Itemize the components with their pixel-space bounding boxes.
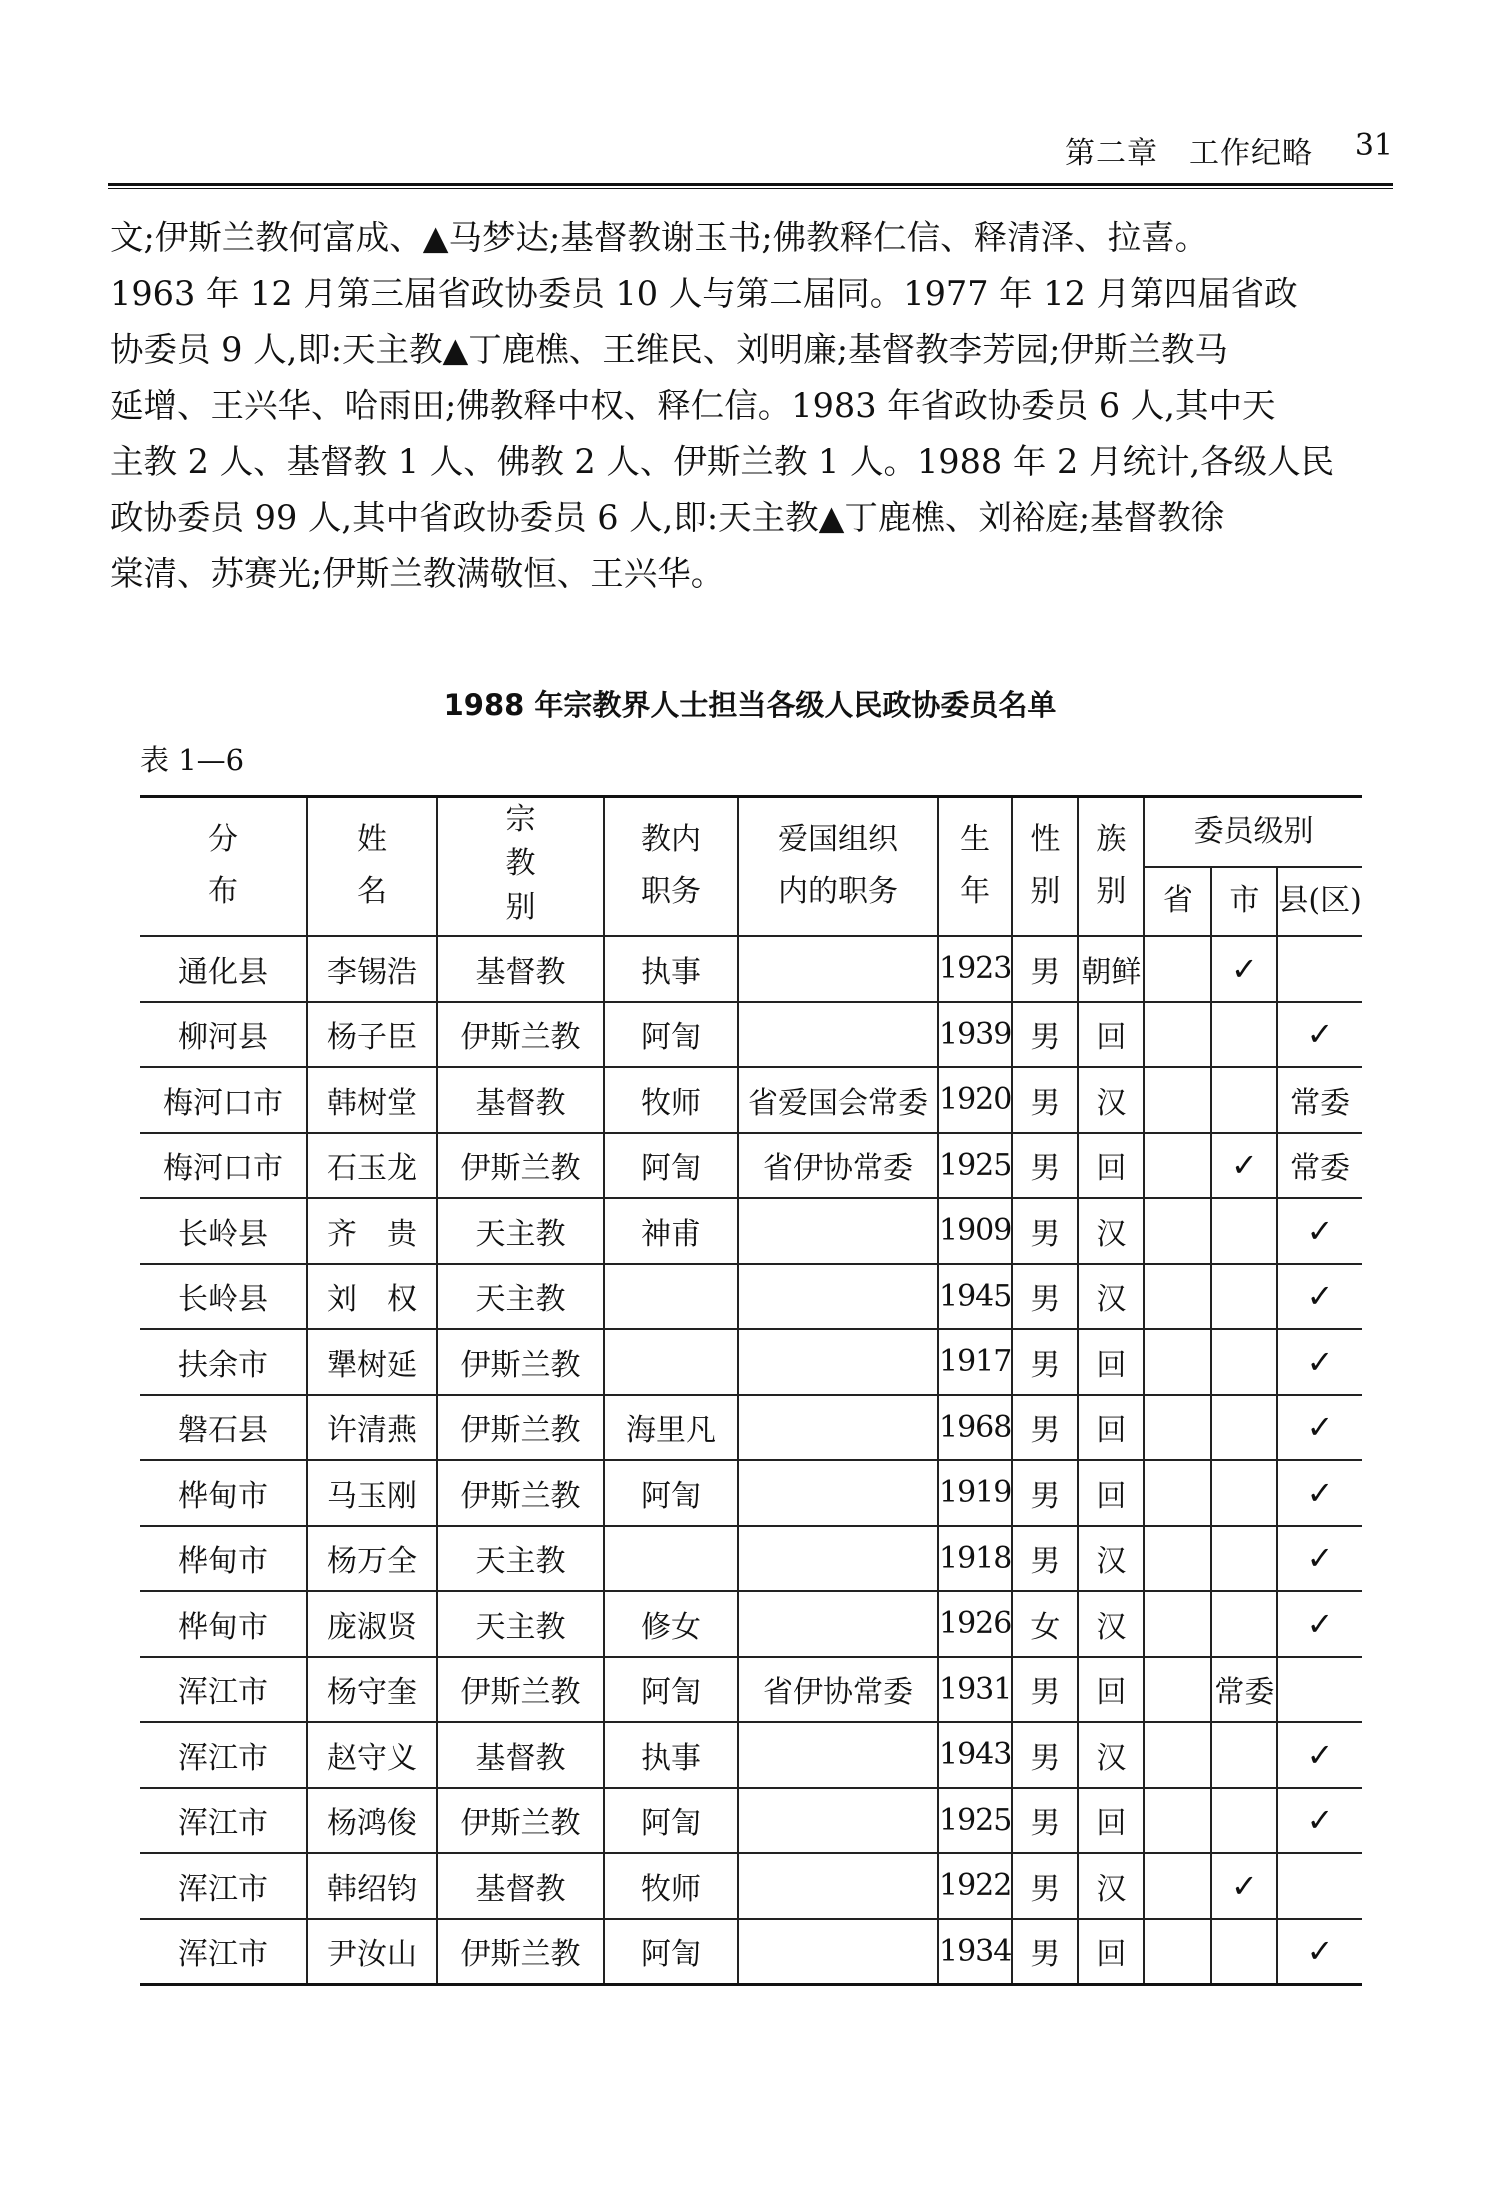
cell-religion: 伊斯兰教 (437, 1329, 604, 1395)
cell-gender: 男 (1012, 1853, 1078, 1919)
cell-district: 长岭县 (140, 1198, 307, 1264)
cell-birth-year: 1943 (938, 1722, 1012, 1788)
body-line: 文;伊斯兰教何富成、▲马梦达;基督教谢玉书;佛教释仁信、释清泽、拉喜。 (110, 218, 1209, 257)
body-line: 1963 年 12 月第三届省政协委员 10 人与第二届同。1977 年 12 月第四届省政 (110, 274, 1298, 313)
cell-gender: 男 (1012, 1722, 1078, 1788)
cell-patriotic-post (738, 1722, 938, 1788)
table-row (140, 1395, 1362, 1461)
header-birth-year-line: 生 (960, 822, 991, 857)
cell-church-post: 牧师 (604, 1067, 738, 1133)
cell-ethnicity: 回 (1078, 1657, 1144, 1723)
cell-patriotic-post (738, 1002, 938, 1068)
cell-patriotic-post: 省伊协常委 (738, 1133, 938, 1199)
cell-church-post: 阿訇 (604, 1002, 738, 1068)
cell-level-county-check-icon: ✓ (1277, 1264, 1361, 1330)
cell-birth-year: 1945 (938, 1264, 1012, 1330)
cell-religion: 天主教 (437, 1591, 604, 1657)
cell-patriotic-post (738, 1460, 938, 1526)
body-paragraph (110, 210, 1392, 602)
cell-level-province (1144, 1133, 1211, 1199)
header-ethnicity-line: 别 (1096, 874, 1127, 909)
header-committee-level: 委员级别 (1144, 797, 1361, 867)
header-patriotic-post-line: 爱国组织 (778, 822, 898, 857)
cell-level-province (1144, 936, 1211, 1002)
cell-gender: 男 (1012, 1133, 1078, 1199)
cell-level-county-check-icon: ✓ (1277, 1788, 1361, 1854)
cell-district: 柳河县 (140, 1002, 307, 1068)
cell-patriotic-post (738, 936, 938, 1002)
cell-level-county-check-icon: ✓ (1277, 1722, 1361, 1788)
cell-level-province (1144, 1198, 1211, 1264)
cell-level-city-check-icon: ✓ (1211, 1133, 1277, 1199)
cell-church-post: 执事 (604, 1722, 738, 1788)
table-row (140, 1329, 1362, 1395)
cell-district: 浑江市 (140, 1919, 307, 1985)
cell-church-post: 神甫 (604, 1198, 738, 1264)
table-row (140, 1853, 1362, 1919)
cell-level-province (1144, 1853, 1211, 1919)
cell-level-city-check-icon: ✓ (1211, 936, 1277, 1002)
cell-religion: 基督教 (437, 1853, 604, 1919)
cell-church-post (604, 1526, 738, 1592)
cell-level-county-check-icon: ✓ (1277, 1460, 1361, 1526)
cell-religion: 伊斯兰教 (437, 1395, 604, 1461)
cell-church-post: 海里凡 (604, 1395, 738, 1461)
cell-ethnicity: 回 (1078, 1002, 1144, 1068)
header-name-line: 姓 (357, 822, 387, 857)
cell-ethnicity: 回 (1078, 1460, 1144, 1526)
cell-level-county: 常委 (1277, 1067, 1361, 1133)
running-head (108, 128, 1393, 190)
cell-district: 桦甸市 (140, 1526, 307, 1592)
cell-level-county: 常委 (1277, 1133, 1361, 1199)
header-birth-year (938, 797, 1012, 937)
table-row (140, 1657, 1362, 1723)
cell-gender: 男 (1012, 1919, 1078, 1985)
cell-church-post: 阿訇 (604, 1460, 738, 1526)
cell-district: 桦甸市 (140, 1591, 307, 1657)
cell-religion: 伊斯兰教 (437, 1002, 604, 1068)
cell-level-province (1144, 1788, 1211, 1854)
cell-level-province (1144, 1264, 1211, 1330)
body-line: 主教 2 人、基督教 1 人、佛教 2 人、伊斯兰教 1 人。1988 年 2 月统计,各级人民 (110, 442, 1335, 481)
table-row (140, 1460, 1362, 1526)
header-rule-thick (108, 183, 1393, 186)
cell-birth-year: 1923 (938, 936, 1012, 1002)
cell-patriotic-post (738, 1395, 938, 1461)
cell-ethnicity: 回 (1078, 1788, 1144, 1854)
cell-gender: 女 (1012, 1591, 1078, 1657)
header-religion (437, 797, 604, 937)
header-district-line: 分 (208, 822, 238, 857)
table-row (140, 1002, 1362, 1068)
page-number: 31 (1354, 128, 1393, 163)
cell-district: 扶余市 (140, 1329, 307, 1395)
cell-gender: 男 (1012, 936, 1078, 1002)
table-row (140, 1591, 1362, 1657)
cell-name: 杨守奎 (307, 1657, 437, 1723)
header-gender (1012, 797, 1078, 937)
cell-birth-year: 1925 (938, 1133, 1012, 1199)
cell-name: 齐 贵 (307, 1198, 437, 1264)
table-title: 1988 年宗教界人士担当各级人民政协委员名单 (443, 688, 1057, 722)
running-head-title (1065, 128, 1313, 172)
table-row (140, 1919, 1362, 1985)
cell-district: 浑江市 (140, 1788, 307, 1854)
cell-birth-year: 1909 (938, 1198, 1012, 1264)
cell-birth-year: 1968 (938, 1395, 1012, 1461)
cell-gender: 男 (1012, 1395, 1078, 1461)
cell-district: 浑江市 (140, 1657, 307, 1723)
cell-ethnicity: 回 (1078, 1919, 1144, 1985)
header-church-post (604, 797, 738, 937)
cell-level-city (1211, 1264, 1277, 1330)
cell-gender: 男 (1012, 1067, 1078, 1133)
cell-level-county-check-icon: ✓ (1277, 1002, 1361, 1068)
cell-level-province (1144, 1460, 1211, 1526)
table-row (140, 1264, 1362, 1330)
cell-religion: 基督教 (437, 1722, 604, 1788)
cell-ethnicity: 汉 (1078, 1198, 1144, 1264)
cell-birth-year: 1920 (938, 1067, 1012, 1133)
cell-patriotic-post: 省伊协常委 (738, 1657, 938, 1723)
cell-church-post: 牧师 (604, 1853, 738, 1919)
cell-gender: 男 (1012, 1526, 1078, 1592)
table-row (140, 1198, 1362, 1264)
cell-religion: 伊斯兰教 (437, 1788, 604, 1854)
cell-level-province (1144, 1919, 1211, 1985)
header-church-post-line: 教内 (641, 822, 701, 857)
section-label: 工作纪略 (1189, 136, 1313, 171)
cell-level-county-check-icon: ✓ (1277, 1526, 1361, 1592)
cell-gender: 男 (1012, 1264, 1078, 1330)
cell-name: 尹汝山 (307, 1919, 437, 1985)
cell-level-city (1211, 1002, 1277, 1068)
cell-level-city (1211, 1722, 1277, 1788)
cell-name: 石玉龙 (307, 1133, 437, 1199)
cell-birth-year: 1926 (938, 1591, 1012, 1657)
roster-body (140, 936, 1362, 1985)
body-line: 棠清、苏赛光;伊斯兰教满敬恒、王兴华。 (110, 554, 725, 593)
cell-name: 杨万全 (307, 1526, 437, 1592)
header-level-city: 市 (1211, 867, 1277, 936)
header-level-province: 省 (1144, 867, 1211, 936)
cell-patriotic-post (738, 1591, 938, 1657)
cell-religion: 天主教 (437, 1526, 604, 1592)
header-gender-line: 别 (1030, 874, 1061, 909)
cell-church-post: 阿訇 (604, 1133, 738, 1199)
cell-name: 杨鸿俊 (307, 1788, 437, 1854)
cell-ethnicity: 回 (1078, 1133, 1144, 1199)
cell-religion: 基督教 (437, 1067, 604, 1133)
cell-level-province (1144, 1722, 1211, 1788)
cell-name: 刘 权 (307, 1264, 437, 1330)
cell-birth-year: 1919 (938, 1460, 1012, 1526)
cell-ethnicity: 汉 (1078, 1722, 1144, 1788)
header-district-line: 布 (208, 874, 238, 909)
header-level-county: 县(区) (1277, 867, 1361, 936)
cell-level-city (1211, 1460, 1277, 1526)
cell-level-province (1144, 1526, 1211, 1592)
cell-level-city (1211, 1198, 1277, 1264)
cell-religion: 基督教 (437, 936, 604, 1002)
cell-birth-year: 1934 (938, 1919, 1012, 1985)
cell-church-post: 执事 (604, 936, 738, 1002)
cell-level-county (1277, 1657, 1361, 1723)
cell-church-post: 阿訇 (604, 1919, 738, 1985)
header-patriotic-post-line: 内的职务 (778, 874, 898, 909)
cell-district: 浑江市 (140, 1722, 307, 1788)
cell-ethnicity: 回 (1078, 1329, 1144, 1395)
header-rule-thin (108, 188, 1393, 189)
cell-level-county-check-icon: ✓ (1277, 1919, 1361, 1985)
cell-district: 梅河口市 (140, 1133, 307, 1199)
cell-name: 许清燕 (307, 1395, 437, 1461)
cell-religion: 天主教 (437, 1264, 604, 1330)
body-line: 延增、王兴华、哈雨田;佛教释中权、释仁信。1983 年省政协委员 6 人,其中天 (110, 386, 1276, 425)
table-row (140, 1722, 1362, 1788)
cell-name: 杨子臣 (307, 1002, 437, 1068)
cell-church-post (604, 1329, 738, 1395)
cell-level-county (1277, 936, 1361, 1002)
cell-name: 庞淑贤 (307, 1591, 437, 1657)
body-line: 协委员 9 人,即:天主教▲丁鹿樵、王维民、刘明廉;基督教李芳园;伊斯兰教马 (110, 330, 1228, 369)
cell-district: 磐石县 (140, 1395, 307, 1461)
cell-gender: 男 (1012, 1002, 1078, 1068)
cell-patriotic-post (738, 1853, 938, 1919)
table-label: 表 1—6 (140, 743, 245, 777)
cell-district: 通化县 (140, 936, 307, 1002)
table-row (140, 1133, 1362, 1199)
cell-name: 赵守义 (307, 1722, 437, 1788)
cell-patriotic-post (738, 1919, 938, 1985)
cell-ethnicity: 汉 (1078, 1591, 1144, 1657)
chapter-label: 第二章 (1065, 136, 1158, 171)
cell-district: 梅河口市 (140, 1067, 307, 1133)
cell-birth-year: 1925 (938, 1788, 1012, 1854)
cell-gender: 男 (1012, 1460, 1078, 1526)
cell-gender: 男 (1012, 1657, 1078, 1723)
body-line: 政协委员 99 人,其中省政协委员 6 人,即:天主教▲丁鹿樵、刘裕庭;基督教徐 (110, 498, 1225, 537)
cell-district: 长岭县 (140, 1264, 307, 1330)
table-row (140, 1788, 1362, 1854)
header-religion-line: 别 (505, 890, 536, 925)
table-row (140, 1067, 1362, 1133)
header-name (307, 797, 437, 937)
cell-ethnicity: 汉 (1078, 1264, 1144, 1330)
cell-name: 韩绍钧 (307, 1853, 437, 1919)
cell-religion: 伊斯兰教 (437, 1133, 604, 1199)
header-religion-line: 宗 (505, 802, 536, 837)
cell-name: 韩树堂 (307, 1067, 437, 1133)
cell-name: 李锡浩 (307, 936, 437, 1002)
cell-level-city (1211, 1329, 1277, 1395)
header-name-line: 名 (357, 874, 387, 909)
cell-level-city (1211, 1591, 1277, 1657)
header-church-post-line: 职务 (641, 874, 701, 909)
table-row (140, 1526, 1362, 1592)
cell-level-province (1144, 1591, 1211, 1657)
cell-level-city-check-icon: ✓ (1211, 1853, 1277, 1919)
header-religion-line: 教 (505, 846, 536, 881)
cell-religion: 伊斯兰教 (437, 1460, 604, 1526)
cell-ethnicity: 汉 (1078, 1067, 1144, 1133)
cell-level-county (1277, 1853, 1361, 1919)
cell-patriotic-post (738, 1526, 938, 1592)
cell-gender: 男 (1012, 1198, 1078, 1264)
cell-religion: 伊斯兰教 (437, 1919, 604, 1985)
cell-patriotic-post (738, 1198, 938, 1264)
cell-church-post: 阿訇 (604, 1788, 738, 1854)
cell-level-county-check-icon: ✓ (1277, 1198, 1361, 1264)
cell-birth-year: 1922 (938, 1853, 1012, 1919)
cell-birth-year: 1917 (938, 1329, 1012, 1395)
cell-birth-year: 1931 (938, 1657, 1012, 1723)
cell-gender: 男 (1012, 1329, 1078, 1395)
cell-birth-year: 1939 (938, 1002, 1012, 1068)
cell-level-county-check-icon: ✓ (1277, 1329, 1361, 1395)
cell-level-province (1144, 1657, 1211, 1723)
cell-patriotic-post (738, 1329, 938, 1395)
header-birth-year-line: 年 (960, 874, 991, 909)
cell-ethnicity: 汉 (1078, 1526, 1144, 1592)
cell-patriotic-post (738, 1264, 938, 1330)
cell-level-province (1144, 1067, 1211, 1133)
cell-church-post: 阿訇 (604, 1657, 738, 1723)
header-ethnicity (1078, 797, 1144, 937)
cell-level-city (1211, 1526, 1277, 1592)
cell-ethnicity: 回 (1078, 1395, 1144, 1461)
cell-district: 浑江市 (140, 1853, 307, 1919)
header-patriotic-post (738, 797, 938, 937)
cell-level-province (1144, 1329, 1211, 1395)
header-ethnicity-line: 族 (1096, 822, 1127, 857)
cell-level-city (1211, 1788, 1277, 1854)
header-district (140, 797, 307, 937)
cell-patriotic-post (738, 1788, 938, 1854)
cell-gender: 男 (1012, 1788, 1078, 1854)
cell-religion: 伊斯兰教 (437, 1657, 604, 1723)
cell-district: 桦甸市 (140, 1460, 307, 1526)
cell-name: 马玉刚 (307, 1460, 437, 1526)
cell-church-post (604, 1264, 738, 1330)
cell-patriotic-post: 省爱国会常委 (738, 1067, 938, 1133)
table-row (140, 936, 1362, 1002)
committee-roster-table (140, 795, 1362, 1986)
cell-level-province (1144, 1395, 1211, 1461)
cell-level-city (1211, 1067, 1277, 1133)
cell-religion: 天主教 (437, 1198, 604, 1264)
header-gender-line: 性 (1030, 822, 1061, 857)
cell-church-post: 修女 (604, 1591, 738, 1657)
cell-level-city (1211, 1395, 1277, 1461)
cell-level-province (1144, 1002, 1211, 1068)
cell-name: 犟树延 (307, 1329, 437, 1395)
cell-level-county-check-icon: ✓ (1277, 1591, 1361, 1657)
cell-birth-year: 1918 (938, 1526, 1012, 1592)
cell-ethnicity: 汉 (1078, 1853, 1144, 1919)
cell-level-city: 常委 (1211, 1657, 1277, 1723)
cell-ethnicity: 朝鲜 (1078, 936, 1144, 1002)
cell-level-county-check-icon: ✓ (1277, 1395, 1361, 1461)
cell-level-city (1211, 1919, 1277, 1985)
